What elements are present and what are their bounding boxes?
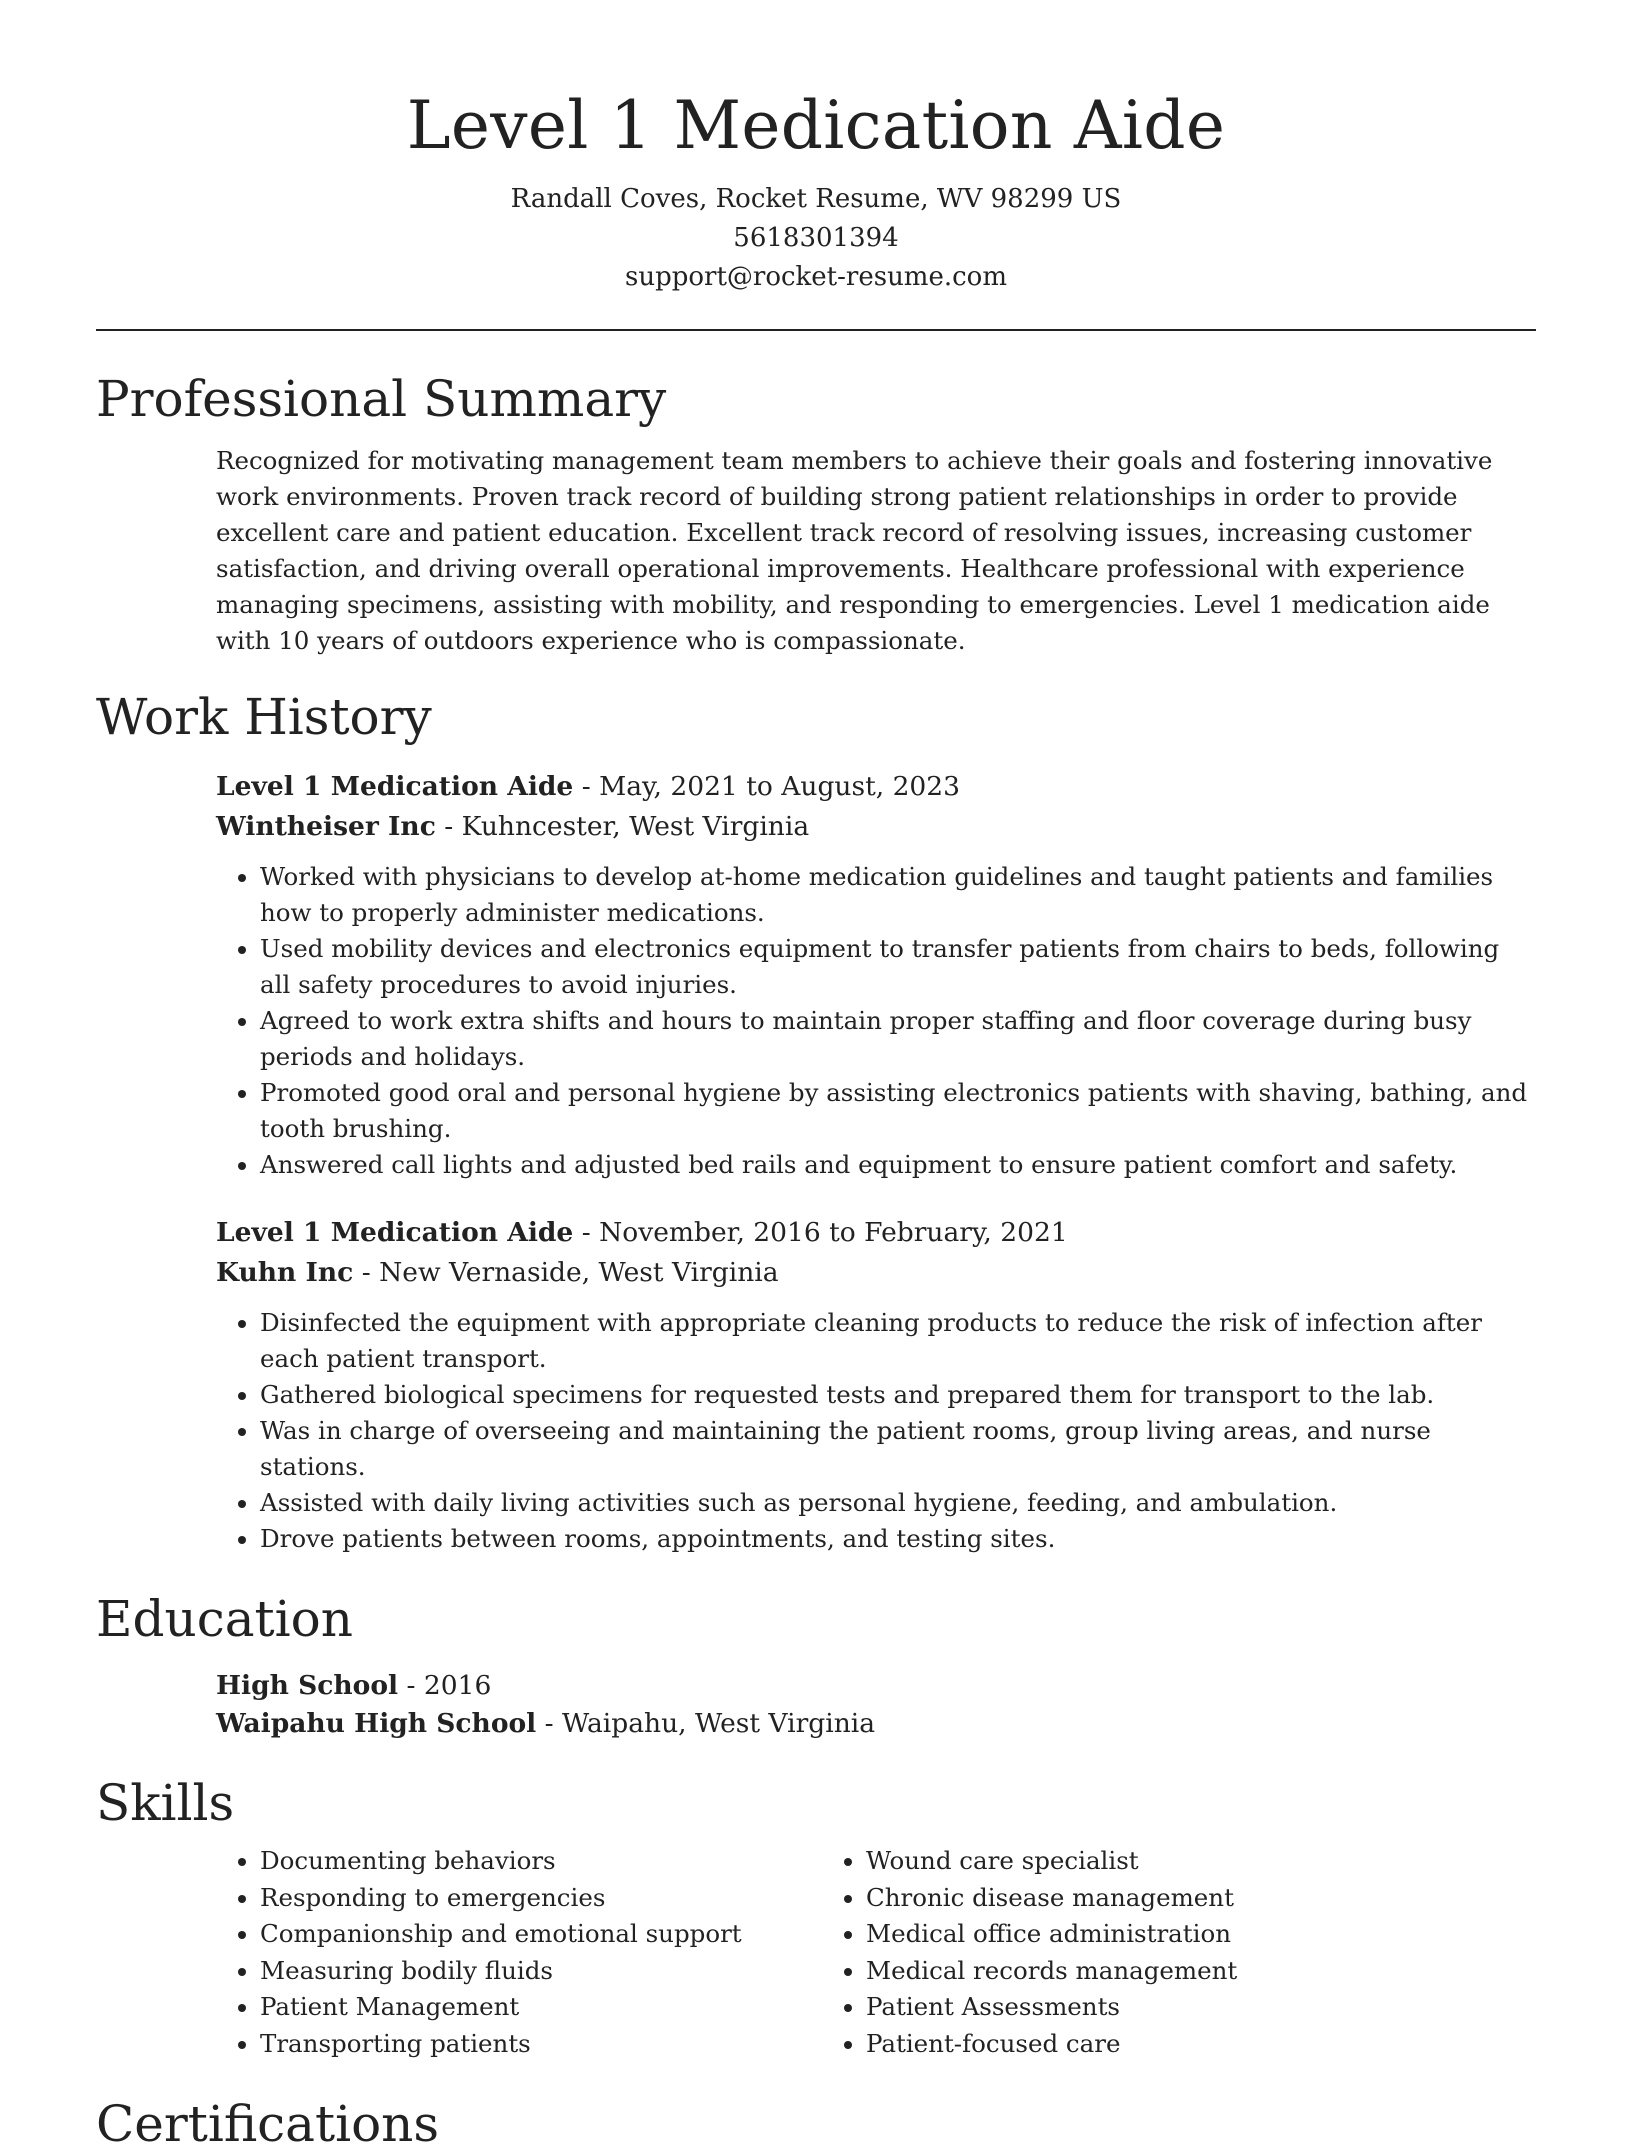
job-location: - Kuhncester, West Virginia <box>435 811 810 842</box>
job-role: Level 1 Medication Aide <box>216 1217 574 1248</box>
job-location: - New Vernaside, West Virginia <box>353 1257 779 1288</box>
job-duties-list <box>216 859 1536 1183</box>
contact-info <box>96 180 1536 297</box>
skill-item: • Medical office administration <box>866 1916 1428 1953</box>
skill-item: • Patient-focused care <box>866 2026 1428 2063</box>
education-section <box>96 1587 1536 1743</box>
job-entry <box>216 767 1536 1183</box>
job-title-line <box>216 767 1536 807</box>
job-duty: • Assisted with daily living activities such as personal hygiene, feeding, and ambulation. <box>260 1485 1536 1521</box>
job-duty: • Used mobility devices and electronics equipment to transfer patients from chairs to beds, following all safety procedures to avoid injuries. <box>260 931 1536 1003</box>
skill-item: • Patient Management <box>260 1989 822 2026</box>
skill-item: • Companionship and emotional support <box>260 1916 822 1953</box>
candidate-name: Level 1 Medication Aide <box>406 87 1226 164</box>
resume-page <box>96 0 1536 2156</box>
job-role: Level 1 Medication Aide <box>216 771 574 802</box>
job-dates: - November, 2016 to February, 2021 <box>573 1217 1068 1248</box>
skills-title: Skills <box>96 1774 235 1832</box>
education-degree: High School <box>216 1670 399 1701</box>
job-duty: • Gathered biological specimens for requested tests and prepared them for transport to the lab. <box>260 1377 1536 1413</box>
skills-column-right <box>822 1843 1428 2062</box>
education-school: Waipahu High School <box>216 1708 537 1739</box>
job-duty: • Worked with physicians to develop at-home medication guidelines and taught patients and families how to properly administer medications. <box>260 859 1536 931</box>
job-duty: • Answered call lights and adjusted bed rails and equipment to ensure patient comfort and safety. <box>260 1147 1536 1183</box>
contact-address: Randall Coves, Rocket Resume, WV 98299 US <box>510 184 1122 214</box>
skill-item: • Responding to emergencies <box>260 1880 822 1917</box>
job-duty: • Was in charge of overseeing and maintaining the patient rooms, group living areas, and nurse stations. <box>260 1413 1536 1485</box>
skill-item: • Wound care specialist <box>866 1843 1428 1880</box>
education-degree-line <box>216 1667 1536 1705</box>
contact-phone: 5618301394 <box>733 223 899 253</box>
header-divider <box>96 329 1536 331</box>
skill-item: • Measuring bodily fluids <box>260 1953 822 1990</box>
contact-email: support@rocket-resume.com <box>624 262 1007 292</box>
job-duties-list <box>216 1305 1536 1557</box>
skill-item: • Transporting patients <box>260 2026 822 2063</box>
resume-header <box>96 0 1536 297</box>
job-entry <box>216 1213 1536 1557</box>
job-company: Wintheiser Inc <box>216 811 436 842</box>
skills-column-left <box>216 1843 822 2062</box>
summary-title: Professional Summary <box>96 370 667 428</box>
job-company-line <box>216 1253 1536 1293</box>
skills-grid <box>216 1843 1536 2062</box>
certifications-title: Certifications <box>96 2095 440 2153</box>
job-company: Kuhn Inc <box>216 1257 354 1288</box>
summary-section <box>96 367 1536 659</box>
job-duty: • Disinfected the equipment with appropriate cleaning products to reduce the risk of infection after each patient transport. <box>260 1305 1536 1377</box>
skills-section <box>96 1771 1536 2062</box>
work-history-section <box>96 685 1536 1557</box>
job-dates: - May, 2021 to August, 2023 <box>573 771 961 802</box>
summary-text: Recognized for motivating management team members to achieve their goals and fostering innovative work environments. Proven track record of building strong patient relationships in order to provide excellent care and patient education. Excellent track record of resolving issues, increasing customer satisfaction, and driving overall operational improvements. Healthcare professional with experience managing specimens, assisting with mobility, and responding to emergencies. Level 1 medication aide with 10 years of outdoors experience who is compassionate. <box>216 446 1493 655</box>
skill-item: • Chronic disease management <box>866 1880 1428 1917</box>
skill-item: • Patient Assessments <box>866 1989 1428 2026</box>
education-school-line <box>216 1705 1536 1743</box>
education-location: - Waipahu, West Virginia <box>536 1708 876 1739</box>
job-duty: • Promoted good oral and personal hygiene by assisting electronics patients with shaving, bathing, and tooth brushing. <box>260 1075 1536 1147</box>
job-duty: • Agreed to work extra shifts and hours to maintain proper staffing and floor coverage during busy periods and holidays. <box>260 1003 1536 1075</box>
job-title-line <box>216 1213 1536 1253</box>
education-title: Education <box>96 1590 353 1648</box>
work-history-title: Work History <box>96 688 432 746</box>
job-duty: • Drove patients between rooms, appointments, and testing sites. <box>260 1521 1536 1557</box>
skill-item: • Medical records management <box>866 1953 1428 1990</box>
education-year: - 2016 <box>398 1670 492 1701</box>
skill-item: • Documenting behaviors <box>260 1843 822 1880</box>
job-company-line <box>216 807 1536 847</box>
certifications-section <box>96 2092 1536 2156</box>
